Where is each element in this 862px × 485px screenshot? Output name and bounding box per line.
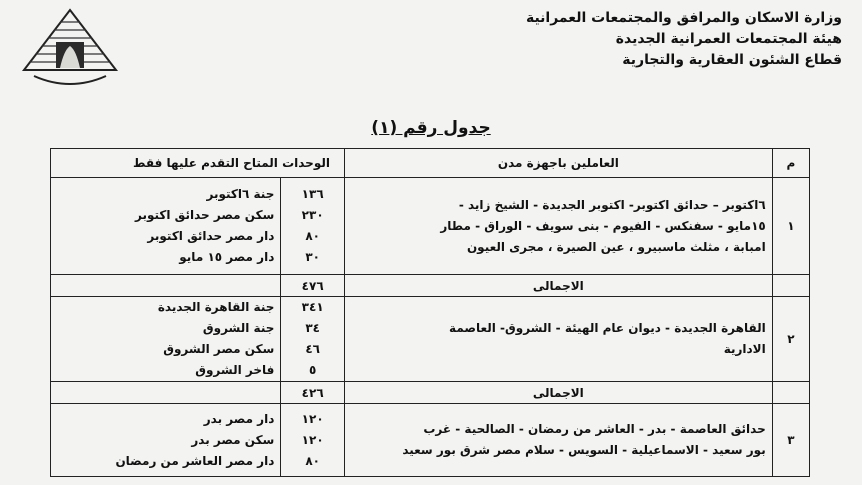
table-row (51, 404, 810, 477)
unit-count: ٣٠ (305, 250, 320, 264)
table-title: جدول رقم (١) (371, 118, 491, 138)
staff-line: حدائق العاصمة - بدر - العاشر من رمضان - الصالحية - غرب (423, 422, 766, 436)
staff-line: القاهرة الجديدة - ديوان عام الهيئة - الشروق- العاصمة (449, 321, 766, 335)
header-staff: العاملين باجهزة مدن (344, 149, 772, 178)
unit-counts (281, 297, 345, 382)
unit-name: جنة ٦اكتوبر (206, 187, 275, 201)
unit-count: ٨٠ (305, 229, 320, 243)
total-row (51, 275, 810, 297)
ministry-header (482, 8, 842, 71)
unit-count: ٤٦ (305, 342, 320, 356)
header-ministry-line: وزارة الاسكان والمرافق والمجتمعات العمرانية (525, 10, 842, 26)
unit-name: سكن مصر حدائق اكتوبر (135, 208, 275, 222)
row-index: ٢ (772, 297, 809, 382)
unit-name: دار مصر ١٥ مايو (179, 250, 275, 264)
header-units: الوحدات المتاح التقدم عليها فقط (51, 149, 345, 178)
total-label: الاجمالى (344, 382, 772, 404)
unit-names (51, 404, 281, 477)
unit-name: دار مصر بدر (203, 411, 275, 426)
total-value: ٤٢٦ (281, 382, 345, 404)
unit-count: ٨٠ (305, 453, 320, 468)
unit-names (51, 178, 281, 275)
staff-cities (344, 178, 772, 275)
header-authority-line: هيئة المجتمعات العمرانية الجديدة (615, 31, 842, 47)
total-value: ٤٧٦ (281, 275, 345, 297)
unit-name: دار مصر العاشر من رمضان (115, 453, 275, 468)
unit-name: سكن مصر الشروق (163, 342, 275, 356)
staff-line: ٦اكتوبر – حدائق اكتوبر- اكتوبر الجديدة - الشيخ زايد - (458, 197, 766, 212)
staff-line: امبابة ، مثلث ماسبيرو ، عين الصيرة ، مجرى العيون (466, 239, 766, 254)
unit-count: ١٣٦ (301, 187, 324, 201)
unit-count: ٣٤١ (301, 300, 324, 314)
staff-line: ١٥مايو - سفنكس - الفيوم - بنى سويف - الوراق - مطار (440, 218, 766, 233)
units-table (50, 148, 810, 477)
total-label: الاجمالى (344, 275, 772, 297)
unit-count: ٥ (309, 363, 317, 377)
table-row (51, 297, 810, 382)
table-header-row (51, 149, 810, 178)
staff-line: بور سعيد - الاسماعيلية - السويس - سلام مصر شرق بور سعيد (402, 443, 766, 457)
unit-name: سكن مصر بدر (191, 432, 275, 447)
header-sector-line: قطاع الشئون العقارية والتجارية (622, 52, 842, 68)
staff-cities (344, 297, 772, 382)
authority-logo (20, 6, 120, 96)
table-row (51, 178, 810, 275)
unit-name: جنة الشروق (202, 321, 275, 335)
unit-counts (281, 178, 345, 275)
row-index: ١ (772, 178, 809, 275)
row-index: ٣ (772, 404, 809, 477)
unit-count: ٢٣٠ (301, 208, 324, 222)
unit-name: دار مصر حدائق اكتوبر (147, 229, 275, 243)
header-index: م (772, 149, 809, 178)
unit-name: فاخر الشروق (195, 363, 275, 377)
unit-counts (281, 404, 345, 477)
pyramid-logo-icon (20, 6, 120, 96)
unit-count: ١٢٠ (301, 432, 324, 447)
unit-name: جنة القاهرة الجديدة (157, 300, 275, 314)
staff-line: الادارية (723, 342, 766, 356)
total-row (51, 382, 810, 404)
unit-names (51, 297, 281, 382)
unit-count: ٣٤ (305, 321, 320, 335)
staff-cities (344, 404, 772, 477)
unit-count: ١٢٠ (301, 411, 324, 426)
